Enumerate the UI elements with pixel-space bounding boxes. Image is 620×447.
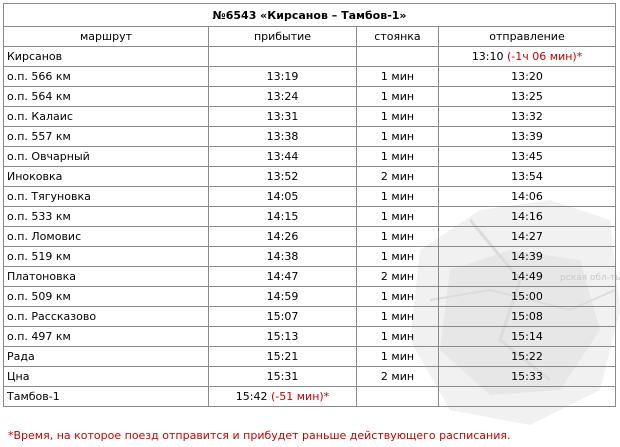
departure-time: 13:10 (471, 50, 504, 63)
departure-cell: 13:54 (439, 167, 616, 187)
station-cell: Тамбов-1 (4, 387, 209, 407)
station-cell: Иноковка (4, 167, 209, 187)
stop-cell: 1 мин (357, 107, 439, 127)
stop-cell (357, 47, 439, 67)
arrival-cell: 15:13 (209, 327, 357, 347)
arrival-cell: 15:07 (209, 307, 357, 327)
station-cell: о.п. 566 км (4, 67, 209, 87)
departure-cell: 15:00 (439, 287, 616, 307)
station-cell: Платоновка (4, 267, 209, 287)
departure-cell: 13:45 (439, 147, 616, 167)
station-cell: о.п. Ломовис (4, 227, 209, 247)
table-row (4, 167, 616, 187)
stop-cell: 1 мин (357, 227, 439, 247)
table-row (4, 207, 616, 227)
arrival-delay-note: (-51 мин)* (271, 390, 330, 403)
col-route: маршрут (4, 27, 209, 47)
departure-cell (439, 47, 616, 67)
arrival-cell: 13:19 (209, 67, 357, 87)
departure-cell: 13:20 (439, 67, 616, 87)
table-row (4, 107, 616, 127)
departure-cell: 15:08 (439, 307, 616, 327)
stop-cell: 1 мин (357, 307, 439, 327)
arrival-cell: 13:24 (209, 87, 357, 107)
stop-cell: 2 мин (357, 267, 439, 287)
arrival-cell: 14:47 (209, 267, 357, 287)
arrival-cell (209, 387, 357, 407)
arrival-time: 15:42 (235, 390, 268, 403)
table-row (4, 307, 616, 327)
table-row (4, 187, 616, 207)
arrival-cell: 15:21 (209, 347, 357, 367)
departure-cell: 15:14 (439, 327, 616, 347)
arrival-cell: 14:59 (209, 287, 357, 307)
table-row (4, 247, 616, 267)
stop-cell: 1 мин (357, 127, 439, 147)
table-row (4, 347, 616, 367)
station-cell: о.п. Овчарный (4, 147, 209, 167)
station-cell: Цна (4, 367, 209, 387)
arrival-cell: 14:15 (209, 207, 357, 227)
station-cell: о.п. 557 км (4, 127, 209, 147)
table-row (4, 387, 616, 407)
departure-cell: 14:16 (439, 207, 616, 227)
station-cell: о.п. 497 км (4, 327, 209, 347)
stop-cell: 1 мин (357, 207, 439, 227)
schedule-footnote: *Время, на которое поезд отправится и прибудет раньше действующего расписания. (8, 429, 511, 442)
arrival-cell (209, 47, 357, 67)
stop-cell: 1 мин (357, 327, 439, 347)
departure-cell: 13:39 (439, 127, 616, 147)
station-cell: о.п. Калаис (4, 107, 209, 127)
stop-cell: 1 мин (357, 147, 439, 167)
stop-cell: 1 мин (357, 347, 439, 367)
stop-cell: 2 мин (357, 167, 439, 187)
table-row (4, 287, 616, 307)
arrival-cell: 13:38 (209, 127, 357, 147)
table-row (4, 47, 616, 67)
arrival-cell: 14:05 (209, 187, 357, 207)
stop-cell: 1 мин (357, 247, 439, 267)
departure-cell: 15:22 (439, 347, 616, 367)
timetable-body (4, 47, 616, 407)
stop-cell: 1 мин (357, 287, 439, 307)
departure-cell: 14:27 (439, 227, 616, 247)
timetable (3, 3, 616, 407)
table-row (4, 67, 616, 87)
departure-cell (439, 387, 616, 407)
departure-cell: 14:06 (439, 187, 616, 207)
col-arrival: прибытие (209, 27, 357, 47)
col-stop: стоянка (357, 27, 439, 47)
station-cell: Рада (4, 347, 209, 367)
table-row (4, 87, 616, 107)
train-title: №6543 «Кирсанов – Тамбов-1» (4, 4, 616, 27)
table-row (4, 127, 616, 147)
arrival-cell: 14:38 (209, 247, 357, 267)
stop-cell: 1 мин (357, 87, 439, 107)
arrival-cell: 14:26 (209, 227, 357, 247)
arrival-cell: 13:31 (209, 107, 357, 127)
station-cell: о.п. 533 км (4, 207, 209, 227)
arrival-cell: 13:44 (209, 147, 357, 167)
station-cell: о.п. Тягуновка (4, 187, 209, 207)
table-row (4, 147, 616, 167)
arrival-cell: 13:52 (209, 167, 357, 187)
table-row (4, 267, 616, 287)
departure-cell: 13:32 (439, 107, 616, 127)
table-row (4, 367, 616, 387)
map-region-label: рская обл-ть (560, 273, 620, 283)
departure-cell: 15:33 (439, 367, 616, 387)
stop-cell: 1 мин (357, 187, 439, 207)
station-cell: о.п. 519 км (4, 247, 209, 267)
stop-cell: 1 мин (357, 67, 439, 87)
station-cell: о.п. 509 км (4, 287, 209, 307)
departure-cell: 14:39 (439, 247, 616, 267)
station-cell: Кирсанов (4, 47, 209, 67)
col-departure: отправление (439, 27, 616, 47)
table-row (4, 327, 616, 347)
departure-delay-note: (-1ч 06 мин)* (507, 50, 583, 63)
table-row (4, 227, 616, 247)
departure-cell: 14:49 (439, 267, 616, 287)
station-cell: о.п. Рассказово (4, 307, 209, 327)
stop-cell: 2 мин (357, 367, 439, 387)
departure-cell: 13:25 (439, 87, 616, 107)
arrival-cell: 15:31 (209, 367, 357, 387)
stop-cell (357, 387, 439, 407)
station-cell: о.п. 564 км (4, 87, 209, 107)
